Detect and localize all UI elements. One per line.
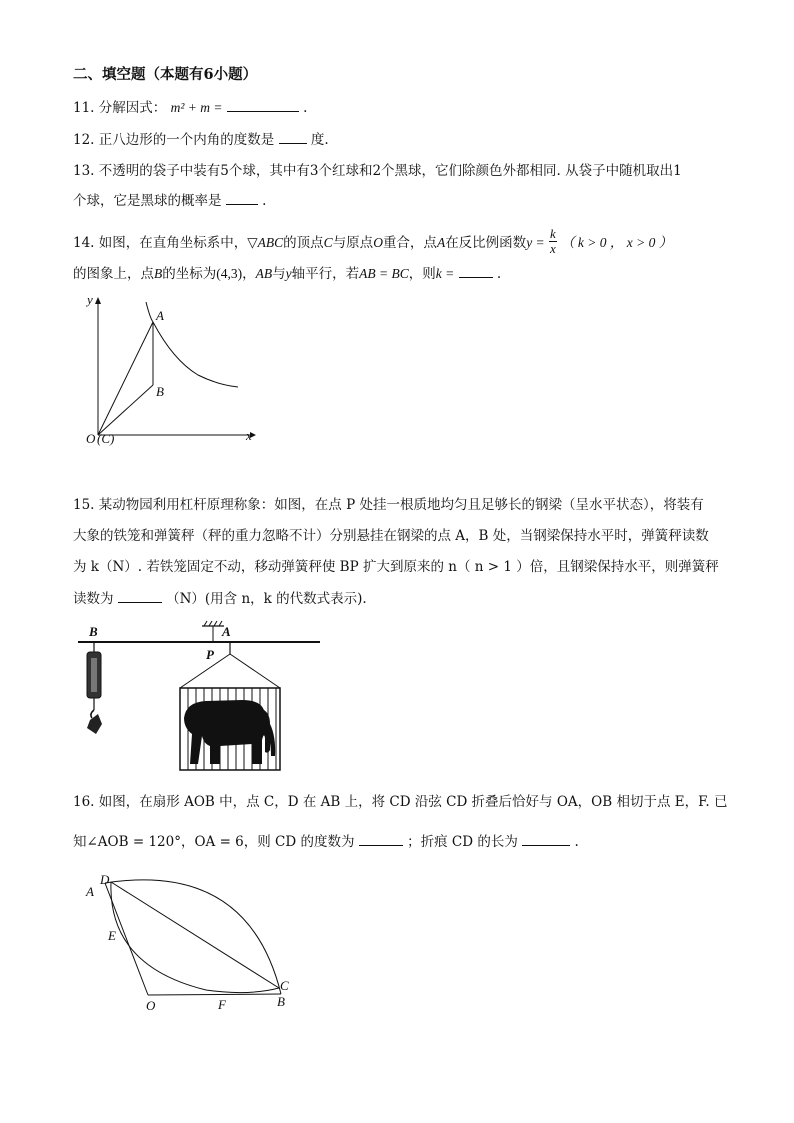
q15-fig-a: A [222,624,231,639]
q16-fig-o: O [146,998,156,1013]
q13-number: 13. [73,163,95,179]
q14-fig-b: B [156,384,164,399]
elephant-cage-icon [180,688,280,770]
q14-segment-ob [98,385,153,435]
q14-text: 重合，点 [382,235,437,251]
q15-figure [72,618,324,778]
question-14-line1 [73,226,673,258]
q14-y-axis-label: y [285,266,292,281]
q15-line4b: （N）(用含 n，k 的代数式表示). [166,591,367,607]
q16-line2a: 知∠AOB = 120°，OA = 6，则 CD 的度数为 [73,834,355,850]
q14-y-arrow-icon [95,297,101,304]
q11-expression: m² + m = [170,100,223,115]
q14-coordinate: (4,3) [216,266,243,281]
q14-segment-oa [98,322,153,435]
q16-fig-d: D [100,872,110,887]
q14-text: 轴平行，若 [291,266,360,282]
q16-answer-blank-2[interactable] [522,833,570,846]
q14-fig-origin: O [86,431,96,446]
q14-text: 在反比例函数 [445,235,527,251]
q14-point-a: A [436,235,446,250]
section-heading: 二、填空题（本题有6小题） [73,66,258,83]
q15-answer-blank[interactable] [118,590,162,603]
q16-fig-f: F [218,997,226,1012]
q16-fig-e: E [108,928,116,943]
q14-frac-den: x [549,241,556,256]
q14-point-c: C [323,235,333,250]
q14-segment-ab: AB [255,266,273,281]
question-16-line1 [73,793,727,811]
question-15-line4 [73,590,367,608]
q15-line1: 某动物园利用杠杆原理称象：如图，在点 P 处挂一根质地均匀且足够长的钢梁（呈水平状态），将装有 [98,497,704,513]
q16-fig-b: B [277,994,285,1009]
q11-end: . [303,100,308,116]
q14-text: 如图，在直角坐标系中， [98,235,248,251]
q12-number: 12. [73,132,95,148]
q14-text: 的图象上，点 [73,266,154,282]
q14-number: 14. [73,235,95,251]
q11-text: 分解因式： [98,100,167,116]
q16-end: . [574,834,579,850]
q14-fraction [549,227,557,256]
question-15-line3 [73,558,719,576]
q14-point-b: B [154,266,163,281]
q11-number: 11. [73,100,95,116]
question-13-line1 [73,162,682,180]
q14-point-o: O [373,235,383,250]
q14-fig-x: x [246,428,252,443]
q14-k: k = [435,266,455,281]
q16-fig-c: C [280,978,289,993]
q12-answer-blank[interactable] [279,131,307,144]
q15-hanger-right [230,654,280,688]
q13-line1: 不透明的袋子中装有5个球，其中有3个红球和2个黑球，它们除颜色外都相同. 从袋子中随机取出1 [98,163,682,179]
question-15-line2 [73,527,709,545]
q12-text: 正八边形的一个内角的度数是 [98,132,275,148]
q14-text: ， [242,266,256,282]
q14-text: 与原点 [332,235,374,251]
question-14-line2 [73,265,501,283]
q16-line2b: ；折痕 CD 的长为 [407,834,518,850]
q15-line4a: 读数为 [73,591,114,607]
q12-unit: 度. [310,132,329,148]
q14-end: . [496,266,502,282]
q14-fig-a: A [156,308,164,323]
q16-radius-ob [148,994,281,995]
q14-function: y = [526,235,545,250]
q16-figure [78,866,298,1016]
q14-answer-blank[interactable] [459,265,493,278]
q15-line3: 为 k（N）. 若铁笼固定不动，移动弹簧秤使 BP 扩大到原来的 n（ n > 1 ）倍，且钢梁保持水平，则弹簧秤 [73,559,719,575]
q14-figure [78,290,258,450]
q13-answer-blank[interactable] [226,192,258,205]
q15-fig-b: B [89,624,98,639]
q14-triangle: ▽ABC [247,235,284,250]
q15-fig-p: P [206,647,214,662]
q14-text: 的顶点 [283,235,324,251]
q15-hatch [204,621,222,626]
q15-number: 15. [73,497,95,513]
q14-fig-y: y [87,292,93,307]
q16-folded-arc [111,882,279,993]
q16-chord-cd [111,882,279,988]
q16-line1: 如图，在扇形 AOB 中，点 C，D 在 AB 上，将 CD 沿弦 CD 折叠后恰好与 OA，OB 相切于点 E，F. 已 [98,794,728,810]
q14-frac-num: k [549,226,556,241]
question-15-line1 [73,496,704,514]
spring-scale-icon [87,642,102,734]
q14-text: 的坐标为 [162,266,217,282]
question-12 [73,131,329,149]
q14-text: ，则 [408,266,436,282]
question-16-line2 [73,833,579,851]
q15-hanger-left [180,654,230,688]
q13-end: . [262,193,267,209]
q16-answer-blank-1[interactable] [359,833,403,846]
q16-arc-ab [105,880,281,994]
question-11 [73,99,307,117]
q15-line2: 大象的铁笼和弹簧秤（秤的重力忽略不计）分别悬挂在钢梁的点 A，B 处，当钢梁保持水平时，弹簧秤读数 [73,528,709,544]
q13-line2: 个球，它是黑球的概率是 [73,193,222,209]
q14-fig-oc: (C) [97,431,115,446]
q14-condition: （ k > 0 ， x > 0 ） [561,235,673,250]
q14-equation: AB = BC [359,266,409,281]
q11-answer-blank[interactable] [227,99,299,112]
question-13-line2 [73,192,266,210]
q14-text: 与 [272,266,286,282]
q16-number: 16. [73,794,95,810]
q16-fig-a: A [86,884,94,899]
